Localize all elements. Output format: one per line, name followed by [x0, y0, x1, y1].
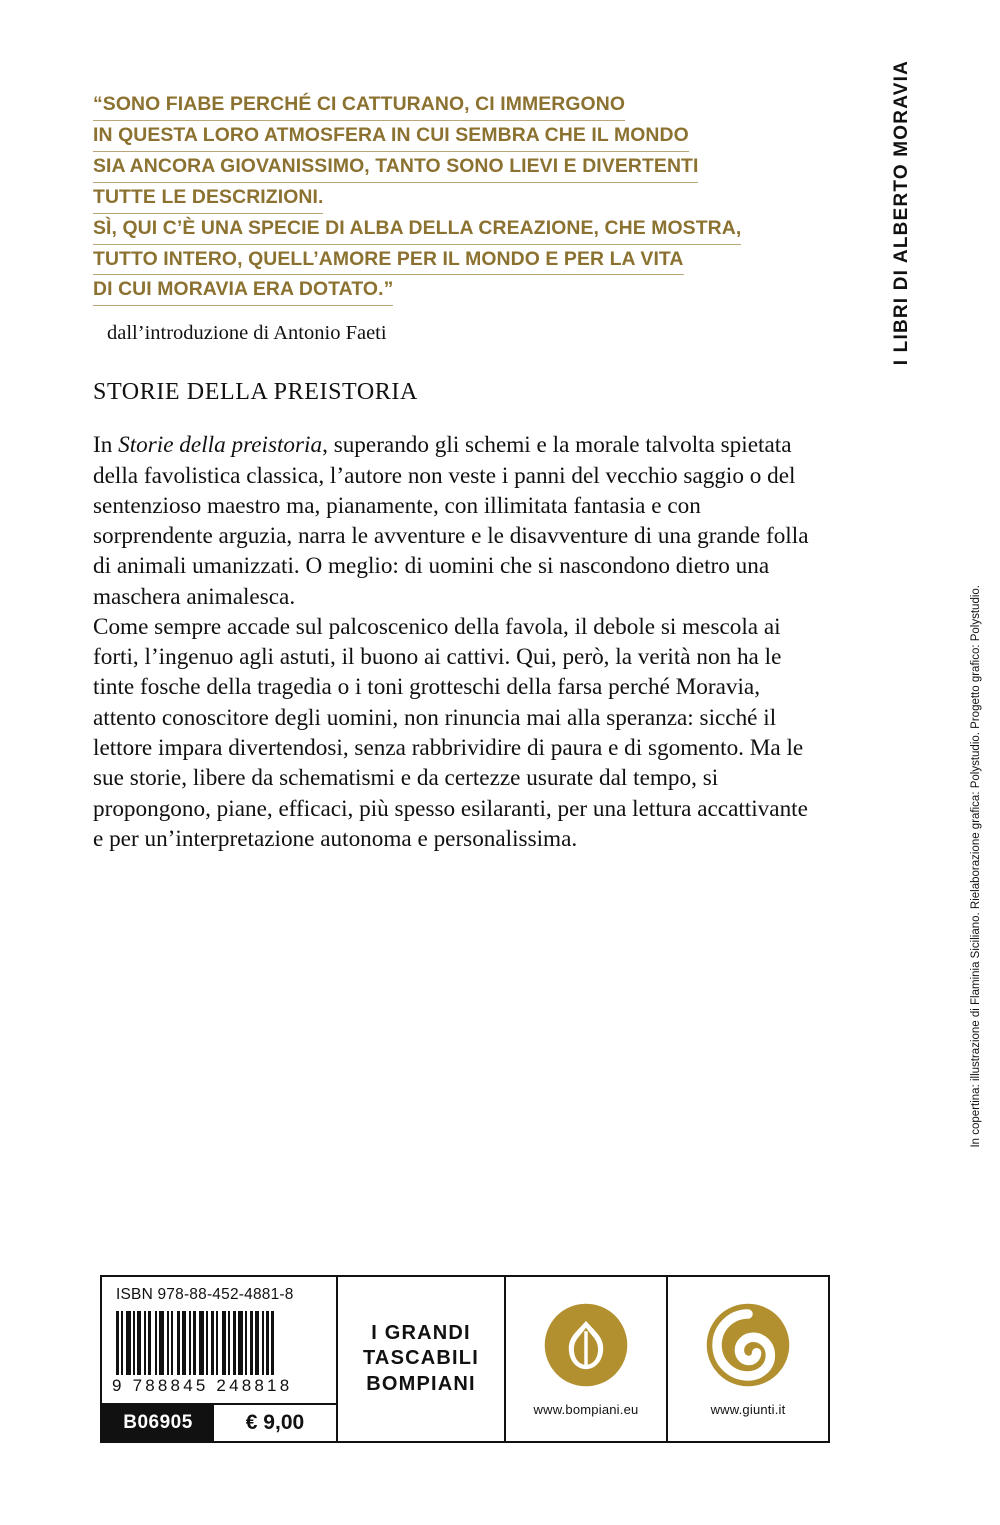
- sku-code: B06905: [102, 1405, 214, 1441]
- blurb-p1-post: , superando gli schemi e la morale talvolta spietata della favolistica classica, l’autore non veste i panni del vecchio saggio o del sentenzioso maestro ma, pianamente, con illimitata fantasia e con sorprendente arguzia, narra le avventure e le disavventure di una grande folla di animali umanizzati. O meglio: di uomini che si nascondono dietro una maschera animalesca.: [93, 432, 809, 610]
- pull-quote-line: TUTTO INTERO, QUELL’AMORE PER IL MONDO E PER LA VITA: [93, 245, 684, 276]
- price-row: [102, 1403, 336, 1441]
- isbn-block: [102, 1277, 338, 1441]
- series-label-text: I LIBRI DI ALBERTO MORAVIA: [891, 60, 912, 366]
- publisher-url[interactable]: www.bompiani.eu: [533, 1401, 639, 1417]
- pull-quote-line: DI CUI MORAVIA ERA DOTATO.”: [93, 275, 393, 306]
- cover-credits-text: In copertina: illustrazione di Flaminia Siciliano. Rielaborazione grafica: Polystudio. Progetto grafico: Polystudio.: [970, 585, 983, 1148]
- quote-attribution: dall’introduzione di Antonio Faeti: [107, 322, 387, 345]
- bompiani-logo: [543, 1302, 629, 1388]
- bottom-band: [100, 1275, 830, 1443]
- pull-quote: [93, 90, 811, 306]
- publisher-logo-cell: [506, 1277, 668, 1441]
- blurb-paragraph-1: [93, 430, 811, 612]
- pull-quote-line: “SONO FIABE PERCHÉ CI CATTURANO, CI IMMERGONO: [93, 90, 625, 121]
- back-cover-content: [93, 90, 811, 854]
- blurb: [93, 430, 811, 854]
- imprint-line-1: I GRANDI: [371, 1321, 471, 1344]
- cover-credits: [962, 585, 992, 1465]
- pull-quote-line: IN QUESTA LORO ATMOSFERA IN CUI SEMBRA CHE IL MONDO: [93, 121, 689, 152]
- isbn-text: ISBN 978-88-452-4881-8: [116, 1286, 294, 1303]
- imprint-line-3: BOMPIANI: [366, 1372, 476, 1395]
- pull-quote-line: SÌ, QUI C’È UNA SPECIE DI ALBA DELLA CREAZIONE, CHE MOSTRA,: [93, 214, 741, 245]
- blurb-title-italic: Storie della preistoria: [118, 432, 323, 459]
- giunti-logo: [705, 1302, 791, 1388]
- distributor-url[interactable]: www.giunti.it: [710, 1401, 786, 1417]
- price: € 9,00: [245, 1411, 305, 1434]
- blurb-p1-pre: In: [93, 432, 119, 459]
- series-label: [882, 60, 922, 420]
- blurb-paragraph-2: Come sempre accade sul palcoscenico della favola, il debole si mescola ai forti, l’ingenuo agli astuti, il buono ai cattivi. Qui, però, la verità non ha le tinte fosche della tragedia o i toni grotteschi della farsa perché Moravia, attento conoscitore degli uomini, non rinuncia mai alla speranza: sicché il lettore impara divertendosi, senza rabbrividire di paura e di sgomento. Ma le sue storie, libere da schematismi e da certezze usurate dal tempo, si propongono, piane, efficaci, più spesso esilaranti, per una lettura accattivante e per un’interpretazione autonoma e personalissima.: [93, 613, 808, 852]
- book-title: STORIE DELLA PREISTORIA: [93, 379, 418, 406]
- distributor-logo-cell: [668, 1277, 828, 1441]
- pull-quote-line: TUTTE LE DESCRIZIONI.: [93, 183, 323, 214]
- pull-quote-line: SIA ANCORA GIOVANISSIMO, TANTO SONO LIEVI E DIVERTENTI: [93, 152, 698, 183]
- barcode: [116, 1311, 324, 1375]
- imprint-line-2: TASCABILI: [363, 1347, 479, 1370]
- barcode-digits: 9 788845 248818: [112, 1376, 293, 1395]
- imprint-block: [338, 1277, 506, 1441]
